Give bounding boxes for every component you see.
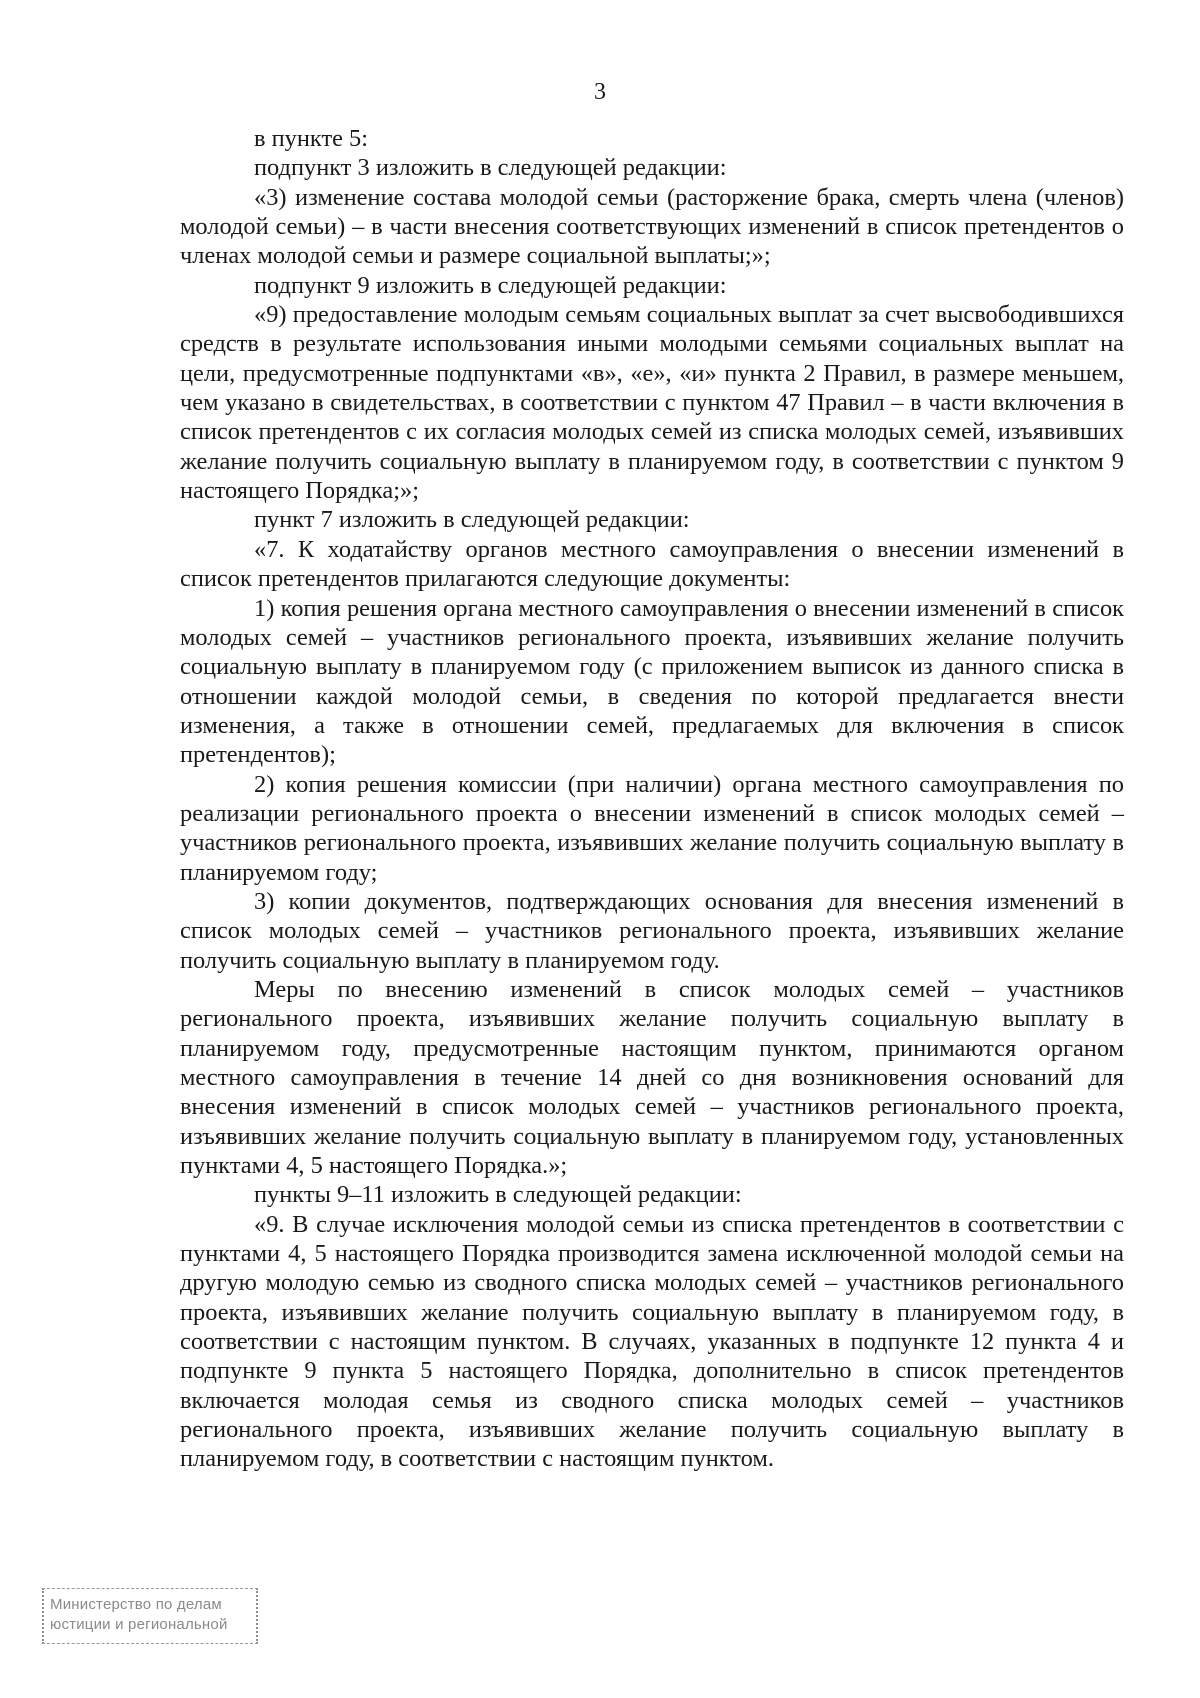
paragraph-1: в пункте 5:	[254, 125, 368, 152]
paragraph-3: «3) изменение состава молодой семьи (расторжение брака, смерть члена (членов) молодой семьи) – в части внесения соответствующих изменений в список претендентов о членах молодой семьи и размере социальной выплаты;»;	[180, 183, 1124, 270]
paragraph-2: подпункт 3 изложить в следующей редакции:	[254, 154, 727, 182]
paragraph-6: пункт 7 изложить в следующей редакции:	[254, 506, 690, 534]
stamp-line-1: Министерство по делам	[50, 1596, 222, 1613]
paragraph-12: пункты 9–11 изложить в следующей редакции:	[254, 1181, 742, 1209]
paragraph-13: «9. В случае исключения молодой семьи из списка претендентов в соответствии с пунктами 4, 5 настоящего Порядка производится замена исключенной молодой семьи на другую молодую семью из сводного списка молодых семей – участников регионального проекта, изъявивших желание получить социальную выплату в планируемом году, в соответствии с настоящим пунктом. В случаях, указанных в подпункте 12 пункта 4 и подпункте 9 пункта 5 настоящего Порядка, дополнительно в список претендентов включается молодая семья из сводного списка молодых семей – участников регионального проекта, изъявивших желание получить социальную выплату в планируемом году, в соответствии с настоящим пунктом.	[180, 1210, 1124, 1473]
document-body	[180, 124, 1124, 1474]
paragraph-11: Меры по внесению изменений в список молодых семей – участников регионального проекта, изъявивших желание получить социальную выплату в планируемом году, предусмотренные настоящим пунктом, принимаются органом местного самоуправления в течение 14 дней со дня возникновения оснований для внесения изменений в список молодых семей – участников регионального проекта, изъявивших желание получить социальную выплату в планируемом году, установленных пунктами 4, 5 настоящего Порядка.»;	[180, 975, 1124, 1180]
paragraph-8: 1) копия решения органа местного самоуправления о внесении изменений в список молодых семей – участников регионального проекта, изъявивших желание получить социальную выплату в планируемом году (с приложением выписок из данного списка в отношении каждой молодой семьи, в сведения по которой предлагается внести изменения, а также в отношении семей, предлагаемых для включения в список претендентов);	[180, 594, 1124, 769]
paragraph-4: подпункт 9 изложить в следующей редакции:	[254, 271, 727, 299]
ministry-stamp	[42, 1588, 258, 1644]
paragraph-10: 3) копии документов, подтверждающих основания для внесения изменений в список молодых семей – участников регионального проекта, изъявивших желание получить социальную выплату в планируемом году.	[180, 887, 1124, 974]
paragraph-7: «7. К ходатайству органов местного самоуправления о внесении изменений в список претендентов прилагаются следующие документы:	[180, 535, 1124, 593]
page-number: 3	[594, 79, 606, 105]
stamp-line-2: юстиции и региональной	[50, 1616, 228, 1633]
paragraph-9: 2) копия решения комиссии (при наличии) органа местного самоуправления по реализации регионального проекта о внесении изменений в список молодых семей – участников регионального проекта, изъявивших желание получить социальную выплату в планируемом году;	[180, 770, 1124, 886]
paragraph-5: «9) предоставление молодым семьям социальных выплат за счет высвободившихся средств в результате использования иными молодыми семьями социальных выплат на цели, предусмотренные подпунктами «в», «е», «и» пункта 2 Правил, в размере меньшем, чем указано в свидетельствах, в соответствии с пунктом 47 Правил – в части включения в список претендентов с их согласия молодых семей из списка молодых семей, изъявивших желание получить социальную выплату в планируемом году, в соответствии с пунктом 9 настоящего Порядка;»;	[180, 301, 1124, 505]
